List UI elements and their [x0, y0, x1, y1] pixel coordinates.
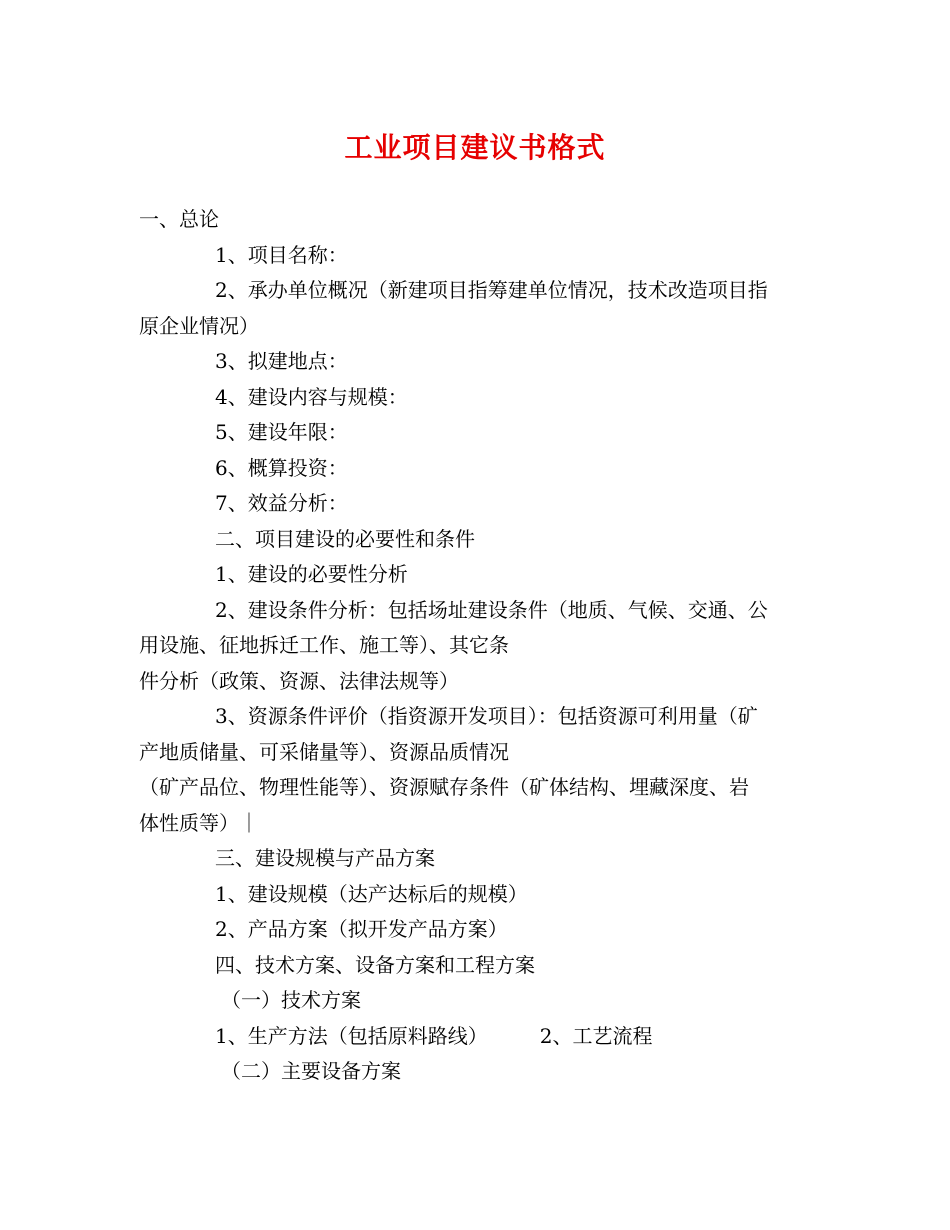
item-production-method: 1、生产方法（包括原料路线）: [215, 1023, 488, 1048]
heading-scale-product: 三、建设规模与产品方案: [215, 846, 435, 870]
item-conditions-analysis: 2、建设条件分析：包括场址建设条件（地质、气候、交通、公: [215, 597, 768, 622]
item-resource-evaluation: 3、资源条件评价（指资源开发项目）：包括资源可利用量（矿: [215, 704, 758, 728]
item-undertaking-unit-cont: 原企业情况）: [139, 313, 259, 338]
item-necessity-analysis: 1、建设的必要性分析: [215, 562, 408, 586]
subheading-equipment: （二）主要设备方案: [221, 1059, 401, 1083]
heading-general: 一、总论: [139, 207, 219, 231]
item-content-scale: 4、建设内容与规模：: [215, 384, 408, 409]
item-benefit-analysis: 7、效益分析：: [215, 491, 348, 515]
item-construction-scale: 1、建设规模（达产达标后的规模）: [215, 881, 528, 906]
heading-necessity: 二、项目建设的必要性和条件: [215, 526, 475, 551]
item-conditions-analysis-cont1: 用设施、征地拆迁工作、施工等）、其它条: [139, 633, 509, 657]
item-resource-evaluation-cont1: 产地质储量、可采储量等）、资源品质情况: [139, 739, 509, 764]
subheading-technical: （一）技术方案: [221, 988, 361, 1012]
item-conditions-analysis-cont2: 件分析（政策、资源、法律法规等）: [139, 668, 459, 693]
document-title: 工业项目建议书格式: [344, 131, 606, 164]
item-process-flow: 2、工艺流程: [539, 1023, 653, 1048]
item-production-process-row: [139, 1019, 819, 1055]
item-construction-period: 5、建设年限：: [215, 420, 348, 444]
item-location: 3、拟建地点：: [215, 349, 348, 373]
document-body: [139, 202, 819, 1090]
item-resource-evaluation-cont3: 体性质等）｜: [139, 810, 259, 835]
item-estimated-investment: 6、概算投资：: [215, 455, 348, 480]
item-project-name: 1、项目名称：: [215, 242, 348, 267]
item-resource-evaluation-cont2: （矿产品位、物理性能等）、资源赋存条件（矿体结构、埋藏深度、岩: [139, 775, 749, 799]
heading-technical-plan: 四、技术方案、设备方案和工程方案: [215, 952, 535, 977]
item-undertaking-unit: 2、承办单位概况（新建项目指筹建单位情况，技术改造项目指: [215, 278, 768, 302]
item-product-plan: 2、产品方案（拟开发产品方案）: [215, 917, 508, 941]
